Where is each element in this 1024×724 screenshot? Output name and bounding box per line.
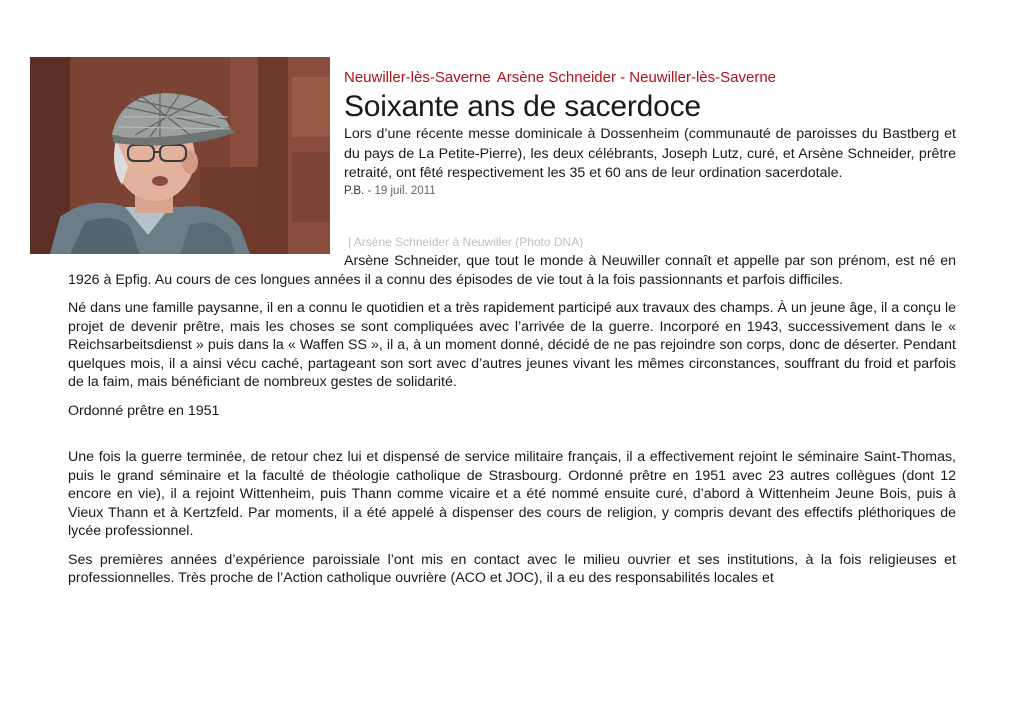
article-byline (344, 185, 956, 197)
article-paragraph: Ses premières années d’expérience paroissiale l’ont mis en contact avec le milieu ouvrier et ses institutions, à la fois religieuses et professionnelles. Très proche de l’Action catholique ouvrière (ACO et JOC), il a eu des responsabilités locales et (68, 551, 956, 586)
article-header (344, 66, 956, 197)
location-link[interactable]: Neuwiller-lès-Saverne (344, 69, 491, 86)
article-subheading: Ordonné prêtre en 1951 (68, 402, 220, 419)
author: P.B. (344, 184, 365, 197)
article-lede: Lors d’une récente messe dominicale à Dossenheim (communauté de paroisses du Bastberg et du pays de La Petite-Pierre), les deux célébrants, Joseph Lutz, curé, et Arsène Schneider, prêtre retraité, ont fêté respectivement les 35 et 60 ans de leur ordination sacerdotale. (344, 126, 956, 181)
kicker-subject: Arsène Schneider - Neuwiller-lès-Saverne (496, 69, 777, 86)
article-photo (30, 57, 330, 254)
article-title: Soixante ans de sacerdoce (344, 90, 701, 123)
article-paragraph: Une fois la guerre terminée, de retour chez lui et dispensé de service militaire français, il a effectivement rejoint le séminaire Saint-Thomas, puis le grand séminaire et la faculté de théologie catholique de Strasbourg. Ordonné prêtre en 1951 avec 23 autres collègues (dont 12 encore en vie), il a rejoint Wittenheim, puis Thann comme vicaire et a été nommé ensuite curé, d’abord à Wittenheim Jeune Bois, puis à Vieux Thann et à Kertzfeld. Par moments, il a été appelé à dispenser des cours de religion, y compris devant des effectifs pléthoriques de lycée professionnel. (68, 449, 956, 539)
publish-date: - 19 juil. 2011 (367, 184, 436, 197)
article-paragraph: Né dans une famille paysanne, il en a connu le quotidien et a très rapidement participé aux travaux des champs. À un jeune âge, il a conçu le projet de devenir prêtre, mais les choses se sont compliquées avec l’arrivée de la guerre. Incorporé en 1943, successivement dans le « Reichsarbeitsdienst » puis dans la « Waffen SS », il a, à un moment donné, décidé de ne pas rejoindre son corps, donc de déserter. Pendant quelques mois, il a ainsi vécu caché, partageant son sort avec d’autres jeunes vivant les mêmes circonstances, souffrant du froid et parfois de la faim, mais bénéficiant de nombreux gestes de solidarité. (68, 300, 956, 390)
photo-caption: | Arsène Schneider à Neuwiller (Photo DNA) (348, 235, 584, 249)
article-paragraph: Arsène Schneider, que tout le monde à Neuwiller connaît et appelle par son prénom, est né en 1926 à Epfig. Au cours de ces longues années il a connu des épisodes de vie tout à la fois passionnants et parfois difficiles. (68, 253, 956, 288)
article-kicker (344, 66, 956, 90)
article-body (68, 252, 956, 598)
